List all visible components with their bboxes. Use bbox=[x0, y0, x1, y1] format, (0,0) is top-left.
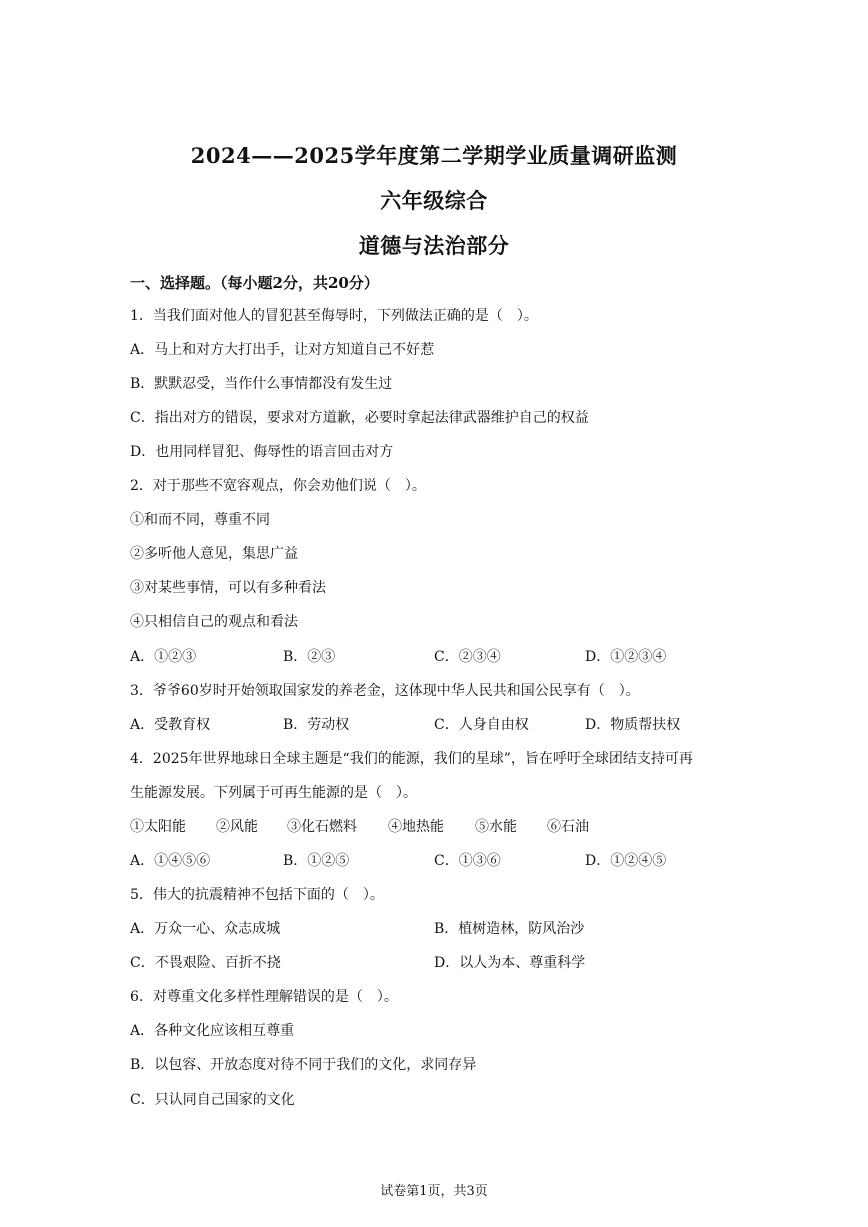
question-6-option-a: A．各种文化应该相互尊重 bbox=[130, 1023, 295, 1039]
question-4-item-1: ①太阳能 bbox=[130, 819, 186, 835]
question-1-option-b: B．默默忍受，当作什么事情都没有发生过 bbox=[130, 376, 393, 392]
question-1-option-c: C．指出对方的错误，要求对方道歉，必要时拿起法律武器维护自己的权益 bbox=[130, 410, 589, 426]
question-4-option-d: D．①②④⑤ bbox=[585, 853, 667, 869]
question-4-option-b: B．①②⑤ bbox=[283, 853, 350, 869]
question-4-item-2: ②风能 bbox=[216, 819, 258, 835]
question-6-stem: 6．对尊重文化多样性理解错误的是（ ）。 bbox=[130, 989, 398, 1005]
question-4-option-a: A．①④⑤⑥ bbox=[130, 853, 211, 869]
page-footer: 试卷第1页，共3页 bbox=[380, 1184, 488, 1199]
question-5-option-c: C．不畏艰险、百折不挠 bbox=[130, 955, 281, 971]
question-2-option-a: A．①②③ bbox=[130, 649, 197, 665]
subject-subtitle: 道德与法治部分 bbox=[358, 233, 510, 258]
question-2-statement-3: ③对某些事情，可以有多种看法 bbox=[130, 580, 326, 596]
question-2-stem: 2．对于那些不宽容观点，你会劝他们说（ ）。 bbox=[130, 478, 426, 494]
question-3-stem: 3．爷爷60岁时开始领取国家发的养老金，这体现中华人民共和国公民享有（ ）。 bbox=[130, 683, 640, 699]
question-4-option-c: C．①③⑥ bbox=[434, 853, 501, 869]
grade-subtitle: 六年级综合 bbox=[380, 188, 488, 213]
question-4-stem-line-2: 生能源发展。下列属于可再生能源的是（ ）。 bbox=[130, 785, 417, 801]
section-heading: 一、选择题。（每小题2分，共20分） bbox=[130, 274, 379, 292]
question-3-option-c: C．人身自由权 bbox=[434, 717, 529, 733]
question-2-statement-4: ④只相信自己的观点和看法 bbox=[130, 614, 298, 630]
question-3-option-a: A．受教育权 bbox=[130, 717, 211, 733]
question-4-item-5: ⑤水能 bbox=[475, 819, 517, 835]
question-1-stem: 1．当我们面对他人的冒犯甚至侮辱时，下列做法正确的是（ ）。 bbox=[130, 308, 538, 324]
question-4-item-4: ④地热能 bbox=[388, 819, 444, 835]
question-4-stem-line-1: 4．2025年世界地球日全球主题是“我们的能源，我们的星球”，旨在呼吁全球团结支持可再 bbox=[130, 751, 693, 767]
question-3-option-b: B．劳动权 bbox=[283, 717, 350, 733]
question-4-item-3: ③化石燃料 bbox=[287, 819, 357, 835]
question-5-stem: 5．伟大的抗震精神不包括下面的（ ）。 bbox=[130, 887, 384, 903]
question-2-option-d: D．①②③④ bbox=[585, 649, 667, 665]
question-5-option-d: D．以人为本、尊重科学 bbox=[434, 955, 586, 971]
question-5-option-a: A．万众一心、众志成城 bbox=[130, 921, 281, 937]
question-2-option-c: C．②③④ bbox=[434, 649, 501, 665]
question-6-option-b: B．以包容、开放态度对待不同于我们的文化，求同存异 bbox=[130, 1057, 477, 1073]
question-2-statement-2: ②多听他人意见，集思广益 bbox=[130, 546, 298, 562]
question-2-option-b: B．②③ bbox=[283, 649, 336, 665]
exam-title: 2024——2025学年度第二学期学业质量调研监测 bbox=[190, 143, 678, 168]
question-6-option-c: C．只认同自己国家的文化 bbox=[130, 1092, 295, 1108]
question-5-option-b: B．植树造林，防风治沙 bbox=[434, 921, 585, 937]
question-4-item-6: ⑥石油 bbox=[547, 819, 589, 835]
question-1-option-a: A．马上和对方大打出手，让对方知道自己不好惹 bbox=[130, 342, 435, 358]
question-2-statement-1: ①和而不同，尊重不同 bbox=[130, 512, 270, 528]
question-3-option-d: D．物质帮扶权 bbox=[585, 717, 681, 733]
question-1-option-d: D．也用同样冒犯、侮辱性的语言回击对方 bbox=[130, 444, 394, 460]
